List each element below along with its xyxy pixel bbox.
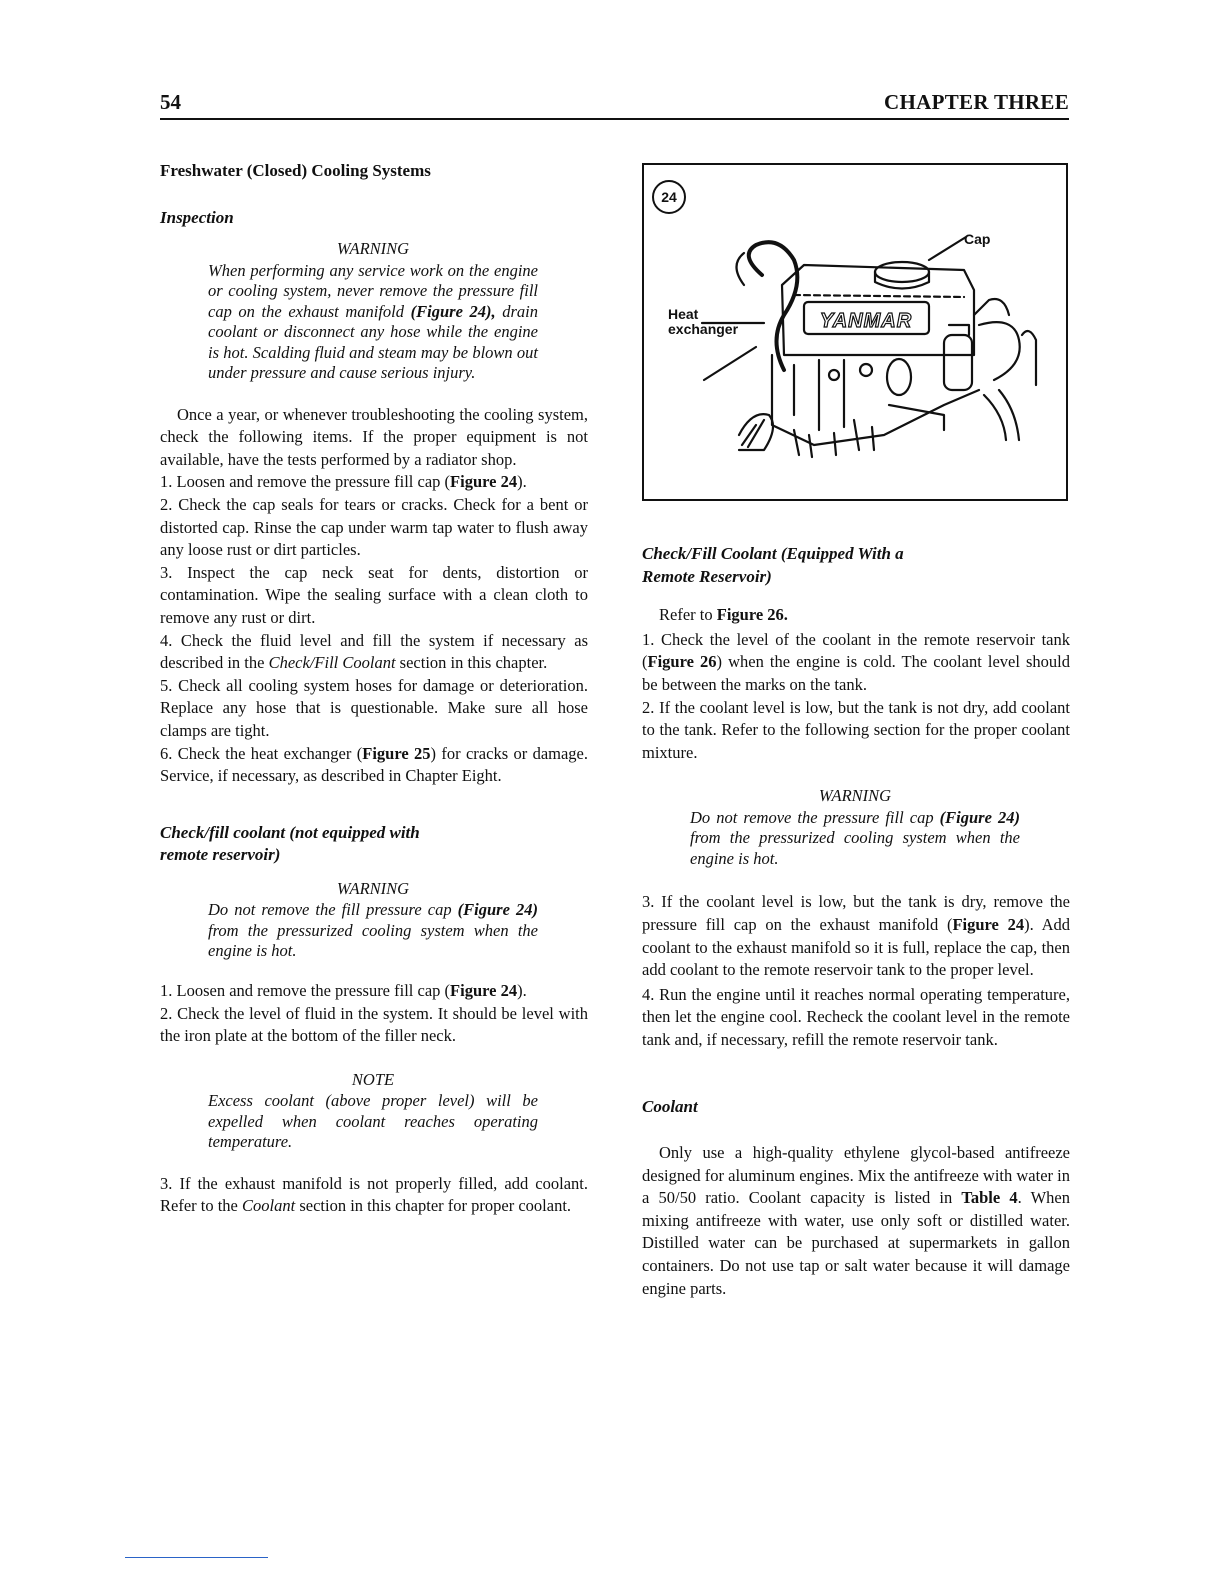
warning-text xyxy=(208,900,538,962)
step-text: ) when the engine is cold. The coolant level should be between the marks on the tank. xyxy=(642,652,1070,694)
step-text: 4. Check the fluid level and fill the system if necessary as described in the xyxy=(160,630,588,673)
figure-reference: (Figure 24), xyxy=(410,301,496,321)
step-text: ) for cracks or damage. Service, if necessary, as described in Chapter Eight. xyxy=(160,743,588,786)
filter-shape xyxy=(944,335,972,390)
label-line: Heat xyxy=(668,306,699,322)
section-title: Freshwater (Closed) Cooling Systems xyxy=(160,161,431,180)
heading-line: Remote Reservoir) xyxy=(642,566,772,586)
paragraph-text: Only use a high-quality ethylene glycol-based antifreeze designed for aluminum engines. Mix the antifreeze with water in a 50/50 ratio. Coolant capacity is listed in xyxy=(642,1143,1070,1208)
step-text: ). Add coolant to the exhaust manifold so it is full, replace the cap, then add coolant to the remote reservoir tank to the proper level. xyxy=(642,914,1070,980)
inspection-step-4 xyxy=(160,630,588,675)
page-header xyxy=(160,90,1069,120)
warning-text-part: Do not remove the pressure fill cap xyxy=(690,807,934,827)
coolant-paragraph xyxy=(642,1142,1070,1300)
remote-step-4: 4. Run the engine until it reaches normal operating temperature, then let the engine cool. Recheck the coolant level in the remote tank and, if necessary, refill the remote reservoir tank. xyxy=(642,984,1070,1049)
remote-step-3 xyxy=(642,891,1070,981)
step-text: ). xyxy=(517,980,527,1000)
chapter-title: CHAPTER THREE xyxy=(884,90,1069,114)
checkfill-step-2: 2. Check the level of fluid in the system. It should be level with the iron plate at the bottom of the filler neck. xyxy=(160,1003,588,1046)
section-reference: Coolant xyxy=(242,1196,296,1216)
right-column xyxy=(642,160,1070,1300)
figure-reference: Figure 24 xyxy=(952,914,1025,934)
warning-text-part: from the pressurized cooling system when the engine is hot. xyxy=(208,920,538,961)
page-number: 54 xyxy=(160,90,181,114)
refer-figure-26 xyxy=(642,604,1070,627)
step-text: 1. Loosen and remove the pressure fill cap ( xyxy=(160,980,451,1000)
heading-line: Check/fill coolant (not equipped with xyxy=(160,822,420,842)
table-reference: Table 4 xyxy=(961,1188,1018,1208)
inspection-step-6 xyxy=(160,743,588,788)
warning-box-remote xyxy=(690,786,1020,869)
note-title: NOTE xyxy=(351,1069,395,1089)
step-text: ). xyxy=(517,472,527,492)
figure-reference: (Figure 24) xyxy=(939,807,1020,827)
inspection-step-2: 2. Check the cap seals for tears or cracks. Check for a bent or distorted cap. Rinse the cap under warm tap water to flush away any loose rust or dirt particles. xyxy=(160,495,588,560)
note-box xyxy=(208,1070,538,1153)
warning-text-part: from the pressurized cooling system when the engine is hot. xyxy=(690,828,1020,868)
remote-step-2: 2. If the coolant level is low, but the tank is not dry, add coolant to the tank. Refer to the following section for the proper coolant mixture. xyxy=(642,697,1070,762)
heading-line: remote reservoir) xyxy=(160,845,281,865)
step-text: 3. If the coolant level is low, but the tank is dry, remove the pressure fill cap on the exhaust manifold ( xyxy=(642,892,1070,934)
figure-reference: (Figure 24) xyxy=(457,900,538,920)
warning-text-part: drain coolant or disconnect any hose while the engine is hot. Scalding fluid and steam may be blown out under pressure and cause serious injury. xyxy=(208,301,539,383)
figure-reference: Figure 26. xyxy=(716,605,788,625)
inspection-intro: Once a year, or whenever troubleshooting the cooling system, check the following items. If the proper equipment is not available, have the tests performed by a radiator shop. xyxy=(160,404,588,469)
brand-text: YANMAR xyxy=(819,310,913,332)
step-text: section in this chapter. xyxy=(399,653,548,673)
engine-illustration xyxy=(644,165,1066,499)
figure-number: 24 xyxy=(652,180,686,214)
step-text: Refer to xyxy=(659,605,713,625)
note-text: Excess coolant (above proper level) will be expelled when coolant reaches operating temperature. xyxy=(208,1091,538,1152)
warning-box-inspection xyxy=(208,239,538,384)
step-text: 1. Check the level of the coolant in the remote reservoir tank ( xyxy=(642,629,1070,672)
figure-reference: Figure 24 xyxy=(450,472,518,492)
warning-title: WARNING xyxy=(336,878,410,898)
warning-text xyxy=(208,261,538,384)
footer-rule xyxy=(125,1557,268,1558)
label-cap: Cap xyxy=(964,231,991,247)
warning-text xyxy=(690,808,1020,870)
cap-leader-line xyxy=(929,237,966,260)
remote-step-1 xyxy=(642,629,1070,697)
paragraph-text: . When mixing antifreeze with water, use only soft or distilled water. Distilled water can be purchased at supermarkets in gallon containers. Do not use tap or salt water because it will damage engine parts. xyxy=(642,1188,1071,1298)
warning-text-part: Do not remove the fill pressure cap xyxy=(208,900,452,920)
section-reference: Check/Fill Coolant xyxy=(268,653,396,673)
inspection-heading: Inspection xyxy=(160,207,234,227)
filler-cap-shape xyxy=(875,262,929,282)
warning-box-checkfill xyxy=(208,879,538,962)
step-text: 3. If the exhaust manifold is not properly filled, add coolant. Refer to the xyxy=(160,1173,588,1216)
coolant-heading: Coolant xyxy=(642,1096,698,1116)
figure-reference: Figure 24 xyxy=(450,980,518,1000)
checkfill-step-1 xyxy=(160,980,588,1003)
label-line: exchanger xyxy=(668,321,739,337)
inspection-step-5: 5. Check all cooling system hoses for damage or deterioration. Replace any hose that is questionable. Make sure all hose clamps are tight. xyxy=(160,675,588,740)
heading-line: Check/Fill Coolant (Equipped With a xyxy=(642,544,904,563)
figure-reference: Figure 25 xyxy=(362,743,431,763)
warning-title: WARNING xyxy=(818,786,892,806)
leader-line-lower xyxy=(704,347,756,380)
checkfill-step-3 xyxy=(160,1173,588,1218)
inspection-step-1 xyxy=(160,471,588,494)
step-text: section in this chapter for proper coolant. xyxy=(299,1196,572,1216)
step-text: 6. Check the heat exchanger ( xyxy=(160,743,363,763)
step-text: 1. Loosen and remove the pressure fill cap ( xyxy=(160,472,451,492)
warning-text-part: When performing any service work on the engine or cooling system, never remove the pressure fill cap on the exhaust manifold xyxy=(208,260,538,321)
figure-reference: Figure 26 xyxy=(647,652,717,672)
figure-24 xyxy=(642,163,1068,501)
left-column xyxy=(160,160,588,1218)
checkfill-heading xyxy=(160,822,588,867)
inspection-step-3: 3. Inspect the cap neck seat for dents, distortion or contamination. Wipe the sealing surface with a clean cloth to remove any rust or dirt. xyxy=(160,562,588,628)
warning-title: WARNING xyxy=(336,239,410,259)
remote-reservoir-heading xyxy=(642,543,1070,588)
